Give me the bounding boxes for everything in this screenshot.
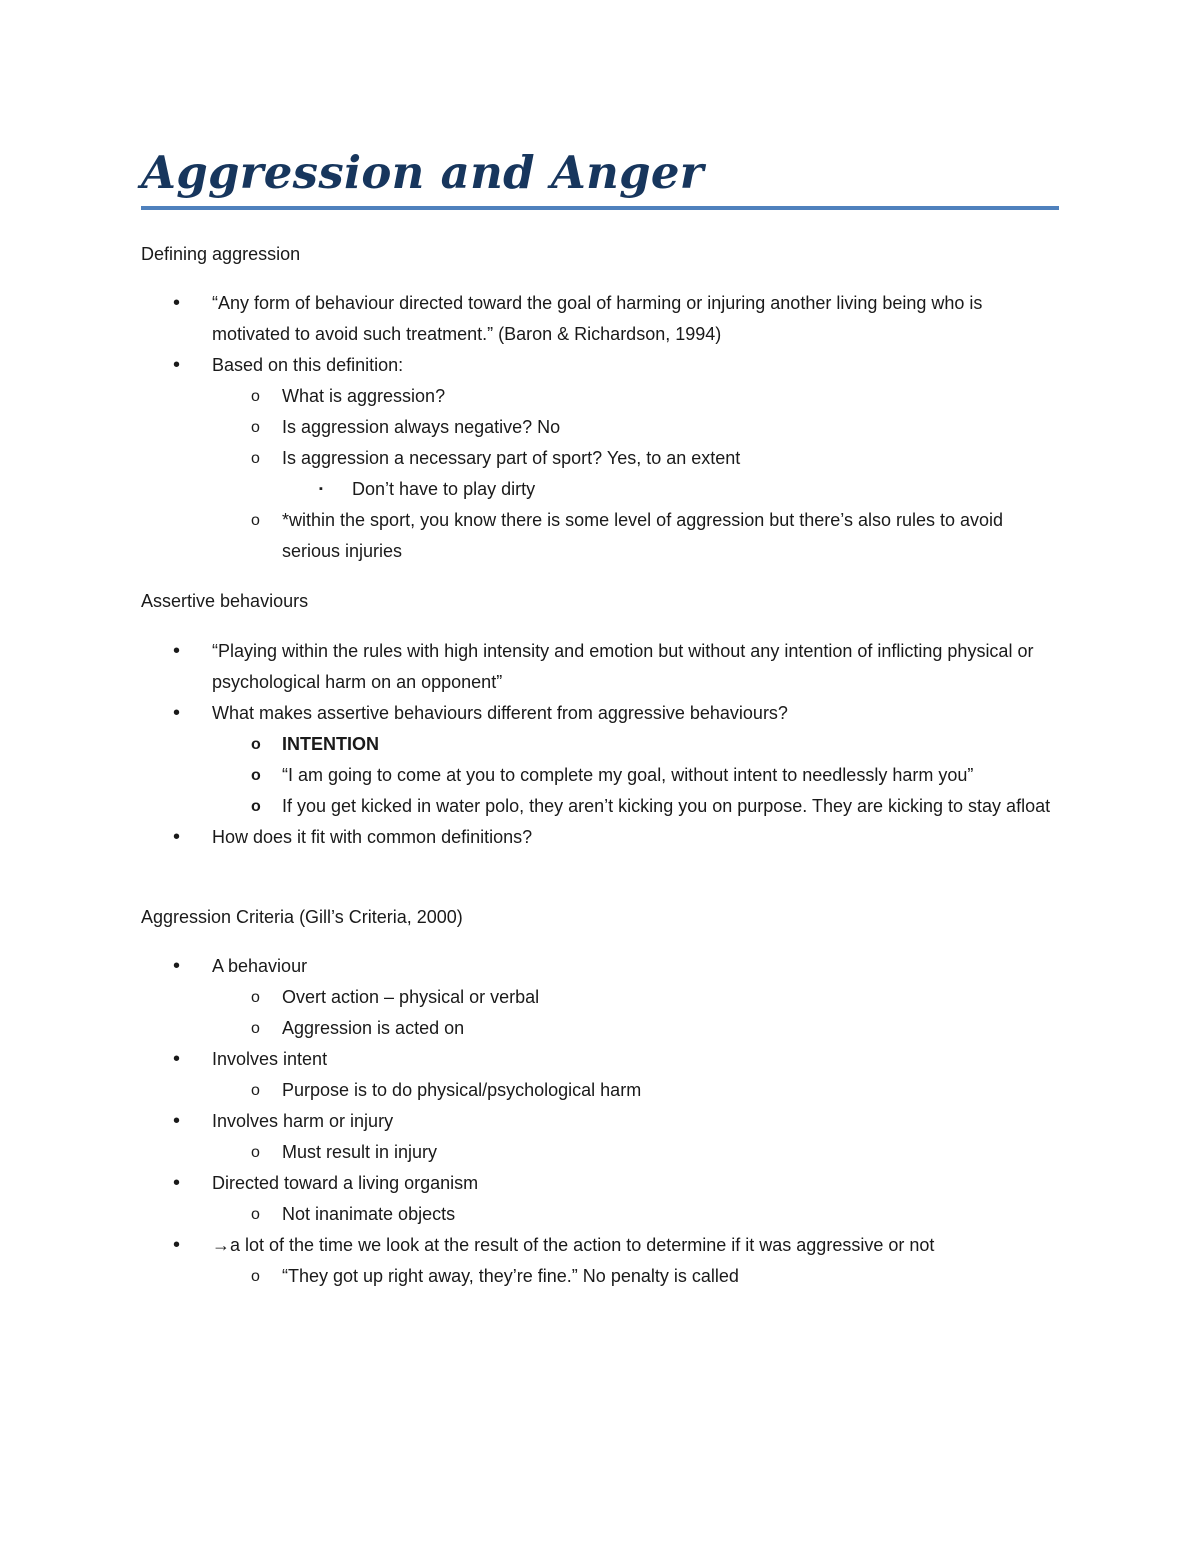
- list-item-text: Is aggression a necessary part of sport? Yes, to an extent: [282, 448, 741, 468]
- bullet-icon: •: [173, 1234, 181, 1256]
- list-item-text: *within the sport, you know there is some level of aggression but there’s also rules to avoid serious injuries: [282, 510, 1004, 561]
- circle-bullet-icon: o: [251, 388, 260, 405]
- title-underline: [141, 206, 1059, 210]
- list-item: [141, 381, 1059, 412]
- list-item: [141, 1106, 1059, 1137]
- bullet-icon: •: [173, 354, 181, 376]
- bullet-icon: •: [173, 1048, 181, 1070]
- list-item: [141, 1044, 1059, 1075]
- list-item-text: INTENTION: [282, 734, 379, 754]
- list-item: [141, 1075, 1059, 1106]
- list-item-text: Is aggression always negative? No: [282, 417, 561, 437]
- list-item-text: What is aggression?: [282, 386, 446, 406]
- list-item: [141, 760, 1059, 791]
- list-item-text: Involves harm or injury: [212, 1111, 394, 1131]
- circle-bullet-icon: o: [251, 1268, 260, 1285]
- circle-bullet-icon: o: [251, 1206, 260, 1223]
- section-heading-criteria: Aggression Criteria (Gill’s Criteria, 2000): [141, 907, 463, 927]
- arrow-icon: →: [212, 1235, 230, 1255]
- list-item: [141, 350, 1059, 381]
- list-item-text: a lot of the time we look at the result of the action to determine if it was aggressive or not: [230, 1235, 935, 1255]
- bullet-icon: •: [173, 640, 181, 662]
- list-item: [141, 982, 1059, 1013]
- bullet-icon: •: [173, 702, 181, 724]
- circle-bullet-icon: o: [251, 989, 260, 1006]
- list-item-text: Overt action – physical or verbal: [282, 987, 540, 1007]
- list-item-text: How does it fit with common definitions?: [212, 827, 533, 847]
- circle-bullet-icon: o: [251, 512, 260, 529]
- list-item-text: “Any form of behaviour directed toward the goal of harming or injuring another living being who is motivated to avoid such treatment.” (Baron & Richardson, 1994): [212, 293, 983, 344]
- list-item-text: Must result in injury: [282, 1142, 438, 1162]
- bullet-icon: •: [173, 826, 181, 848]
- list-item: [141, 698, 1059, 729]
- circle-bullet-icon: o: [251, 736, 261, 753]
- section-heading-assertive: Assertive behaviours: [141, 591, 309, 611]
- list-item: [141, 791, 1059, 822]
- list-item-text: A behaviour: [212, 956, 308, 976]
- section-criteria-list: [141, 951, 1059, 1292]
- section-defining-list: [141, 288, 1059, 567]
- list-item-text: Don’t have to play dirty: [352, 479, 536, 499]
- bullet-icon: •: [173, 955, 181, 977]
- list-item-text: “They got up right away, they’re fine.” No penalty is called: [282, 1266, 739, 1286]
- circle-bullet-icon: o: [251, 1082, 260, 1099]
- list-item: [141, 474, 1059, 505]
- document-title: Aggression and Anger: [141, 146, 704, 199]
- list-item-text: “Playing within the rules with high intensity and emotion but without any intention of inflicting physical or psychological harm on an opponent”: [212, 641, 1034, 692]
- circle-bullet-icon: o: [251, 767, 261, 784]
- section-heading-defining: Defining aggression: [141, 244, 301, 264]
- list-item: [141, 443, 1059, 474]
- list-item-text: Based on this definition:: [212, 355, 404, 375]
- list-item: [141, 1168, 1059, 1199]
- list-item: [141, 636, 1059, 698]
- list-item: [141, 1013, 1059, 1044]
- circle-bullet-icon: o: [251, 1144, 260, 1161]
- list-item: [141, 951, 1059, 982]
- section-assertive-list: [141, 636, 1059, 853]
- list-item: [141, 288, 1059, 350]
- list-item: [141, 1199, 1059, 1230]
- list-item: [141, 1137, 1059, 1168]
- list-item-text: What makes assertive behaviours different from aggressive behaviours?: [212, 703, 788, 723]
- list-item-text: Directed toward a living organism: [212, 1173, 479, 1193]
- circle-bullet-icon: o: [251, 419, 260, 436]
- list-item-text: Aggression is acted on: [282, 1018, 465, 1038]
- list-item-text: Involves intent: [212, 1049, 328, 1069]
- bullet-icon: •: [173, 1172, 181, 1194]
- circle-bullet-icon: o: [251, 798, 261, 815]
- bullet-icon: •: [173, 292, 181, 314]
- list-item: [141, 729, 1059, 760]
- list-item: [141, 822, 1059, 853]
- list-item: [141, 1230, 1059, 1261]
- list-item-text: Purpose is to do physical/psychological harm: [282, 1080, 642, 1100]
- list-item: [141, 412, 1059, 443]
- document-page: [141, 140, 1059, 1286]
- list-item-text: Not inanimate objects: [282, 1204, 456, 1224]
- list-item: [141, 1261, 1059, 1292]
- circle-bullet-icon: o: [251, 1020, 260, 1037]
- bullet-icon: •: [173, 1110, 181, 1132]
- square-bullet-icon: ▪: [319, 483, 323, 495]
- list-item-text: If you get kicked in water polo, they aren’t kicking you on purpose. They are kicking to stay afloat: [282, 796, 1051, 816]
- circle-bullet-icon: o: [251, 450, 260, 467]
- list-item: [141, 505, 1059, 567]
- list-item-text: “I am going to come at you to complete my goal, without intent to needlessly harm you”: [282, 765, 974, 785]
